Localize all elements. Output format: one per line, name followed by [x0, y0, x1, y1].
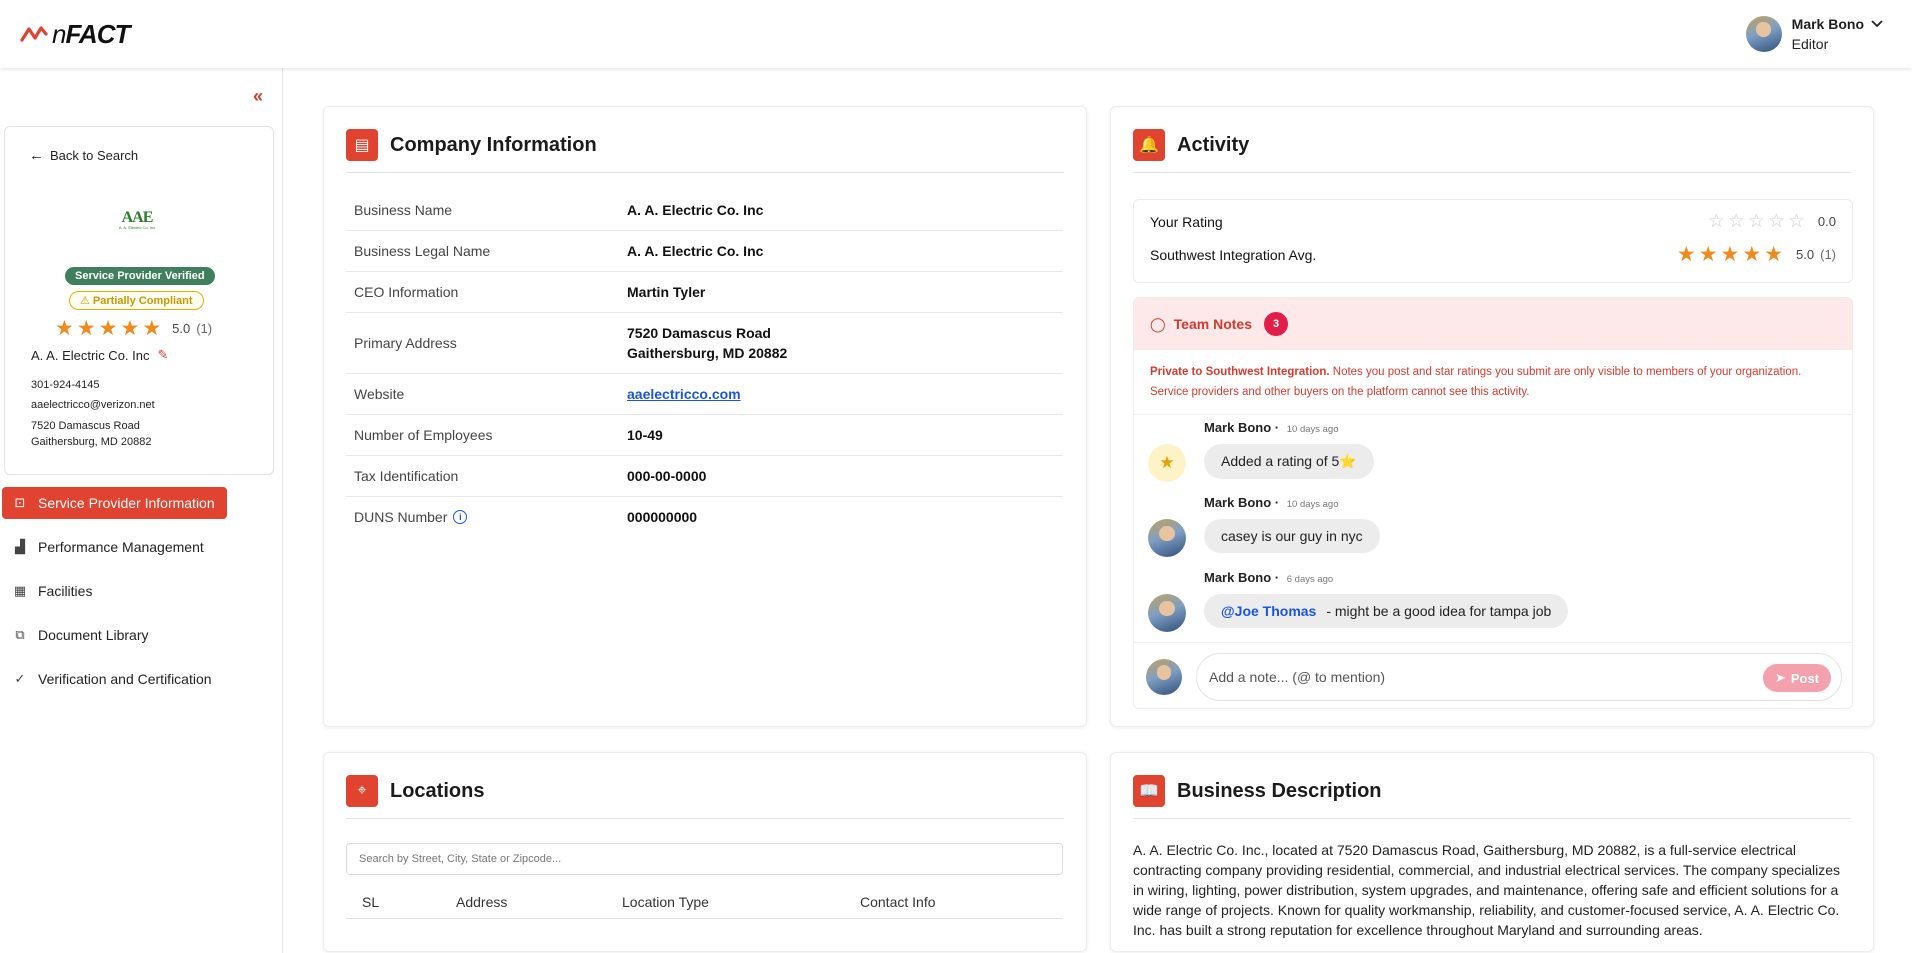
note-input[interactable]: Add a note... (@ to mention) ➤ Post	[1196, 653, 1842, 701]
table-row: Number of Employees 10-49	[346, 415, 1063, 456]
average-rating-row: Southwest Integration Avg. ★ ★ ★ ★ ★ 5.0 (1)	[1150, 243, 1836, 266]
locations-card	[323, 752, 1087, 952]
chat-bubble-icon: ◯	[1150, 315, 1166, 332]
note-bubble: Added a rating of 5⭐	[1204, 444, 1374, 479]
sidebar	[0, 68, 283, 953]
rating-box	[1133, 199, 1853, 283]
table-row: Business Legal Name A. A. Electric Co. Inc	[346, 231, 1063, 272]
star-icon: ★	[55, 317, 74, 340]
map-pin-icon: ⌖	[346, 775, 378, 807]
top-bar	[0, 0, 1912, 68]
business-description-title: Business Description	[1177, 780, 1382, 802]
mention-link[interactable]: @Joe Thomas	[1221, 603, 1317, 619]
star-icon: ★	[1676, 243, 1696, 266]
compliance-badge: ⚠ Partially Compliant	[69, 291, 204, 310]
rating-value: 5.0	[172, 321, 191, 336]
star-icon: ★	[76, 317, 96, 340]
author-avatar	[1148, 594, 1186, 632]
bell-icon: 🔔	[1133, 129, 1165, 161]
card-header	[346, 129, 1064, 173]
card-header	[1133, 129, 1851, 173]
note-meta: Mark Bono · 10 days ago	[1204, 495, 1339, 510]
nav-facilities[interactable]: ▦ Facilities	[13, 583, 93, 599]
table-row: Primary Address 7520 Damascus Road Gaithersburg, MD 20882	[346, 313, 1063, 374]
company-address-line2: Gaithersburg, MD 20882	[31, 436, 152, 448]
current-user-avatar	[1146, 659, 1182, 695]
send-icon: ➤	[1774, 670, 1786, 685]
star-icon: ★	[98, 317, 118, 340]
note-meta: Mark Bono · 10 days ago	[1204, 420, 1339, 435]
your-rating-stars[interactable]: ☆ ☆ ☆ ☆ ☆ 0.0	[1707, 211, 1836, 232]
privacy-notice: Private to Southwest Integration. Notes you post and star ratings you submit are only visible to members of your organization. Service providers and other buyers on the platform cannot see this activity.	[1134, 350, 1852, 415]
app-logo[interactable]	[20, 19, 129, 50]
sidebar-nav	[2, 487, 282, 707]
nav-service-provider-information[interactable]: ⊡ Service Provider Information	[2, 487, 227, 519]
card-header	[1133, 775, 1851, 819]
document-icon: ▤	[346, 129, 378, 161]
note-meta: Mark Bono · 6 days ago	[1204, 570, 1334, 585]
profile-rating	[55, 318, 212, 339]
info-icon[interactable]: i	[453, 510, 467, 524]
collapse-sidebar-icon[interactable]: «	[253, 86, 264, 106]
activity-card	[1110, 106, 1874, 727]
average-rating-stars: ★ ★ ★ ★ ★ 5.0 (1)	[1676, 243, 1836, 266]
star-icon: ★	[120, 317, 140, 340]
logo-text: nFACT	[52, 18, 130, 49]
star-icon: ★	[142, 317, 162, 340]
star-empty-icon[interactable]: ☆	[1727, 211, 1745, 232]
company-name: A. A. Electric Co. Inc ✎	[31, 347, 169, 363]
star-icon: ★	[1764, 243, 1784, 266]
company-logo: AAE A. A. Electric Co. Inc	[118, 209, 156, 230]
user-role: Editor	[1791, 36, 1829, 52]
star-empty-icon[interactable]: ☆	[1747, 211, 1765, 232]
post-button[interactable]: ➤ Post	[1763, 664, 1831, 692]
check-circle-icon: ✓	[14, 671, 26, 686]
note-bubble: casey is our guy in nyc	[1204, 519, 1380, 553]
location-search-input[interactable]: Search by Street, City, State or Zipcode...	[346, 843, 1063, 875]
company-address-line1: 7520 Damascus Road	[31, 420, 140, 432]
chevron-down-icon[interactable]	[1870, 19, 1884, 29]
website-link[interactable]: aaelectricco.com	[627, 386, 741, 402]
team-notes-header: ◯ Team Notes 3	[1134, 298, 1852, 350]
company-phone: 301-924-4145	[31, 379, 100, 391]
author-avatar	[1148, 519, 1186, 557]
star-icon: ★	[1742, 243, 1762, 266]
team-notes-panel	[1133, 297, 1853, 709]
star-icon: ★	[1698, 243, 1718, 266]
rating-count: (1)	[196, 321, 213, 336]
star-empty-icon[interactable]: ☆	[1707, 211, 1725, 232]
table-row: CEO Information Martin Tyler	[346, 272, 1063, 313]
user-name: Mark Bono	[1791, 16, 1864, 32]
company-information-title: Company Information	[390, 134, 597, 156]
locations-table-header: SL Address Location Type Contact Info	[346, 885, 1063, 919]
book-icon: ⧉	[15, 627, 25, 642]
your-rating-row: Your Rating ☆ ☆ ☆ ☆ ☆ 0.0	[1150, 211, 1836, 232]
verified-badge: Service Provider Verified	[65, 267, 215, 285]
profile-card	[4, 126, 274, 475]
business-description-text: A. A. Electric Co. Inc., located at 7520 Damascus Road, Gaithersburg, MD 20882, is a full-service electrical contracting company providing residential, commercial, and industrial electrical services. The company specializes in wiring, lighting, power distribution, system upgrades, and maintenance, offering safe and efficient solutions for a wide range of projects. Known for quality workmanship, reliability, and customer-focused service, A. A. Electric Co. Inc. has built a strong reputation for excellence throughout Maryland and surrounding areas.	[1133, 842, 1841, 938]
table-row: Tax Identification 000-00-0000	[346, 456, 1063, 497]
activity-title: Activity	[1177, 134, 1250, 156]
business-description-card	[1110, 752, 1874, 952]
nav-document-library[interactable]: ⧉ Document Library	[2, 619, 282, 651]
user-menu[interactable]	[1746, 16, 1884, 52]
back-to-search-link[interactable]: ← Back to Search	[29, 147, 139, 164]
building-icon: ▦	[13, 583, 27, 598]
locations-title: Locations	[390, 780, 485, 802]
user-avatar	[1746, 16, 1782, 52]
arrow-left-icon: ←	[29, 147, 44, 164]
company-info-table	[346, 190, 1063, 537]
company-information-card	[323, 106, 1087, 727]
notes-count-badge: 3	[1264, 312, 1288, 336]
star-icon: ★	[1148, 444, 1186, 482]
edit-pencil-icon[interactable]: ✎	[157, 347, 169, 362]
card-header	[346, 775, 1064, 819]
note-bubble: @Joe Thomas - might be a good idea for tampa job	[1204, 594, 1568, 628]
note-composer	[1134, 642, 1852, 708]
star-empty-icon[interactable]: ☆	[1787, 211, 1805, 232]
star-icon: ★	[1720, 243, 1740, 266]
user-badge-icon: ⊡	[14, 495, 26, 510]
nav-performance-management[interactable]: ▟ Performance Management	[2, 531, 282, 563]
open-book-icon: 📖	[1133, 775, 1165, 807]
star-empty-icon[interactable]: ☆	[1767, 211, 1785, 232]
nav-verification-and-certification[interactable]: ✓ Verification and Certification	[2, 663, 282, 695]
table-row: Business Name A. A. Electric Co. Inc	[346, 190, 1063, 231]
table-row: Website aaelectricco.com	[346, 374, 1063, 415]
company-email: aaelectricco@verizon.net	[31, 399, 155, 411]
chart-icon: ▟	[15, 539, 25, 554]
table-row: DUNS Number i 000000000	[354, 509, 698, 525]
nfact-logo-icon	[20, 24, 48, 44]
